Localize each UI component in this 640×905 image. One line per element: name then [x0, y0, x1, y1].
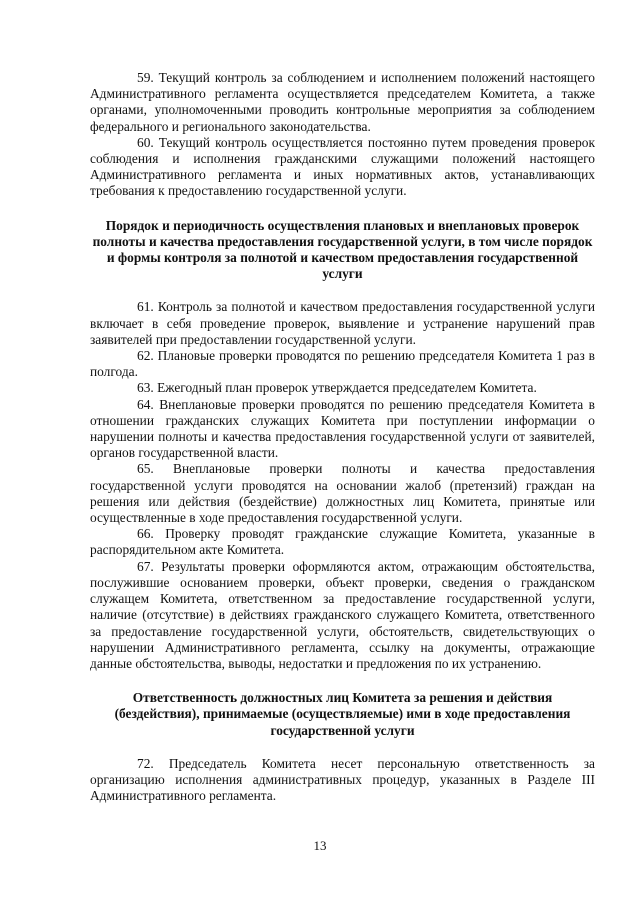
paragraph-67: 67. Результаты проверки оформляются актом, отражающим обстоятельства, послужившие основанием проверки, объект проверки, сведения о гражданском служащем Комитета, ответственном за предоставление государственной услуги, наличие (отсутствие) в действиях гражданского служащего Комитета, ответственного за предоставление государственной услуги, обстоятельств, свидетельствующих о нарушении Административного регламента, ссылку на документы, отражающие данные обстоятельства, выводы, недостатки и предложения по их устранению. — [90, 558, 595, 671]
paragraph-64: 64. Внеплановые проверки проводятся по решению председателя Комитета в отношении гражданских служащих Комитета при поступлении информации о нарушении полноты и качества предоставления государственной услуги от заявителей, органов государственной власти. — [90, 396, 595, 461]
paragraph-66: 66. Проверку проводят гражданские служащие Комитета, указанные в распорядительном акте Комитета. — [90, 526, 595, 558]
paragraph-62: 62. Плановые проверки проводятся по решению председателя Комитета 1 раз в полгода. — [90, 348, 595, 380]
paragraph-60: 60. Текущий контроль осуществляется постоянно путем проведения проверок соблюдения и исполнения гражданскими служащими положений настоящего Административного регламента и иных нормативных актов, устанавливающих требования к предоставлению государственной услуги. — [90, 134, 595, 199]
paragraph-63: 63. Ежегодный план проверок утверждается председателем Комитета. — [137, 380, 537, 396]
page-number: 13 — [313, 838, 327, 853]
paragraph-59: 59. Текущий контроль за соблюдением и исполнением положений настоящего Административного регламента осуществляется председателем Комитета, а также органами, уполномоченными проводить контрольные мероприятия за соблюдением федерального и регионального законодательства. — [90, 70, 595, 134]
paragraph-72: 72. Председатель Комитета несет персональную ответственность за организацию исполнения административных процедур, указанных в Разделе III Административного регламента. — [90, 755, 595, 804]
paragraph-65: 65. Внеплановые проверки полноты и качества предоставления государственной услуги проводятся на основании жалоб (претензий) граждан на решения или действия (бездействие) должностных лиц Комитета, принятые или осуществленные в ходе предоставления государственной услуги. — [90, 461, 595, 526]
section-heading-inspections: Порядок и периодичность осуществления плановых и внеплановых проверок полноты и качества предоставления государственной услуги, в том числе порядок и формы контроля за полнотой и качеством предоставления государственной услуги — [92, 217, 593, 282]
paragraph-61: 61. Контроль за полнотой и качеством предоставления государственной услуги включает в себя проведение проверок, выявление и устранение нарушений прав заявителей при предоставлении государственной услуги. — [90, 299, 595, 347]
document-page — [90, 70, 595, 804]
section-heading-responsibility: Ответственность должностных лиц Комитета за решения и действия (бездействия), принимаемые (осуществляемые) ими в ходе предоставления государственной услуги — [114, 690, 571, 738]
